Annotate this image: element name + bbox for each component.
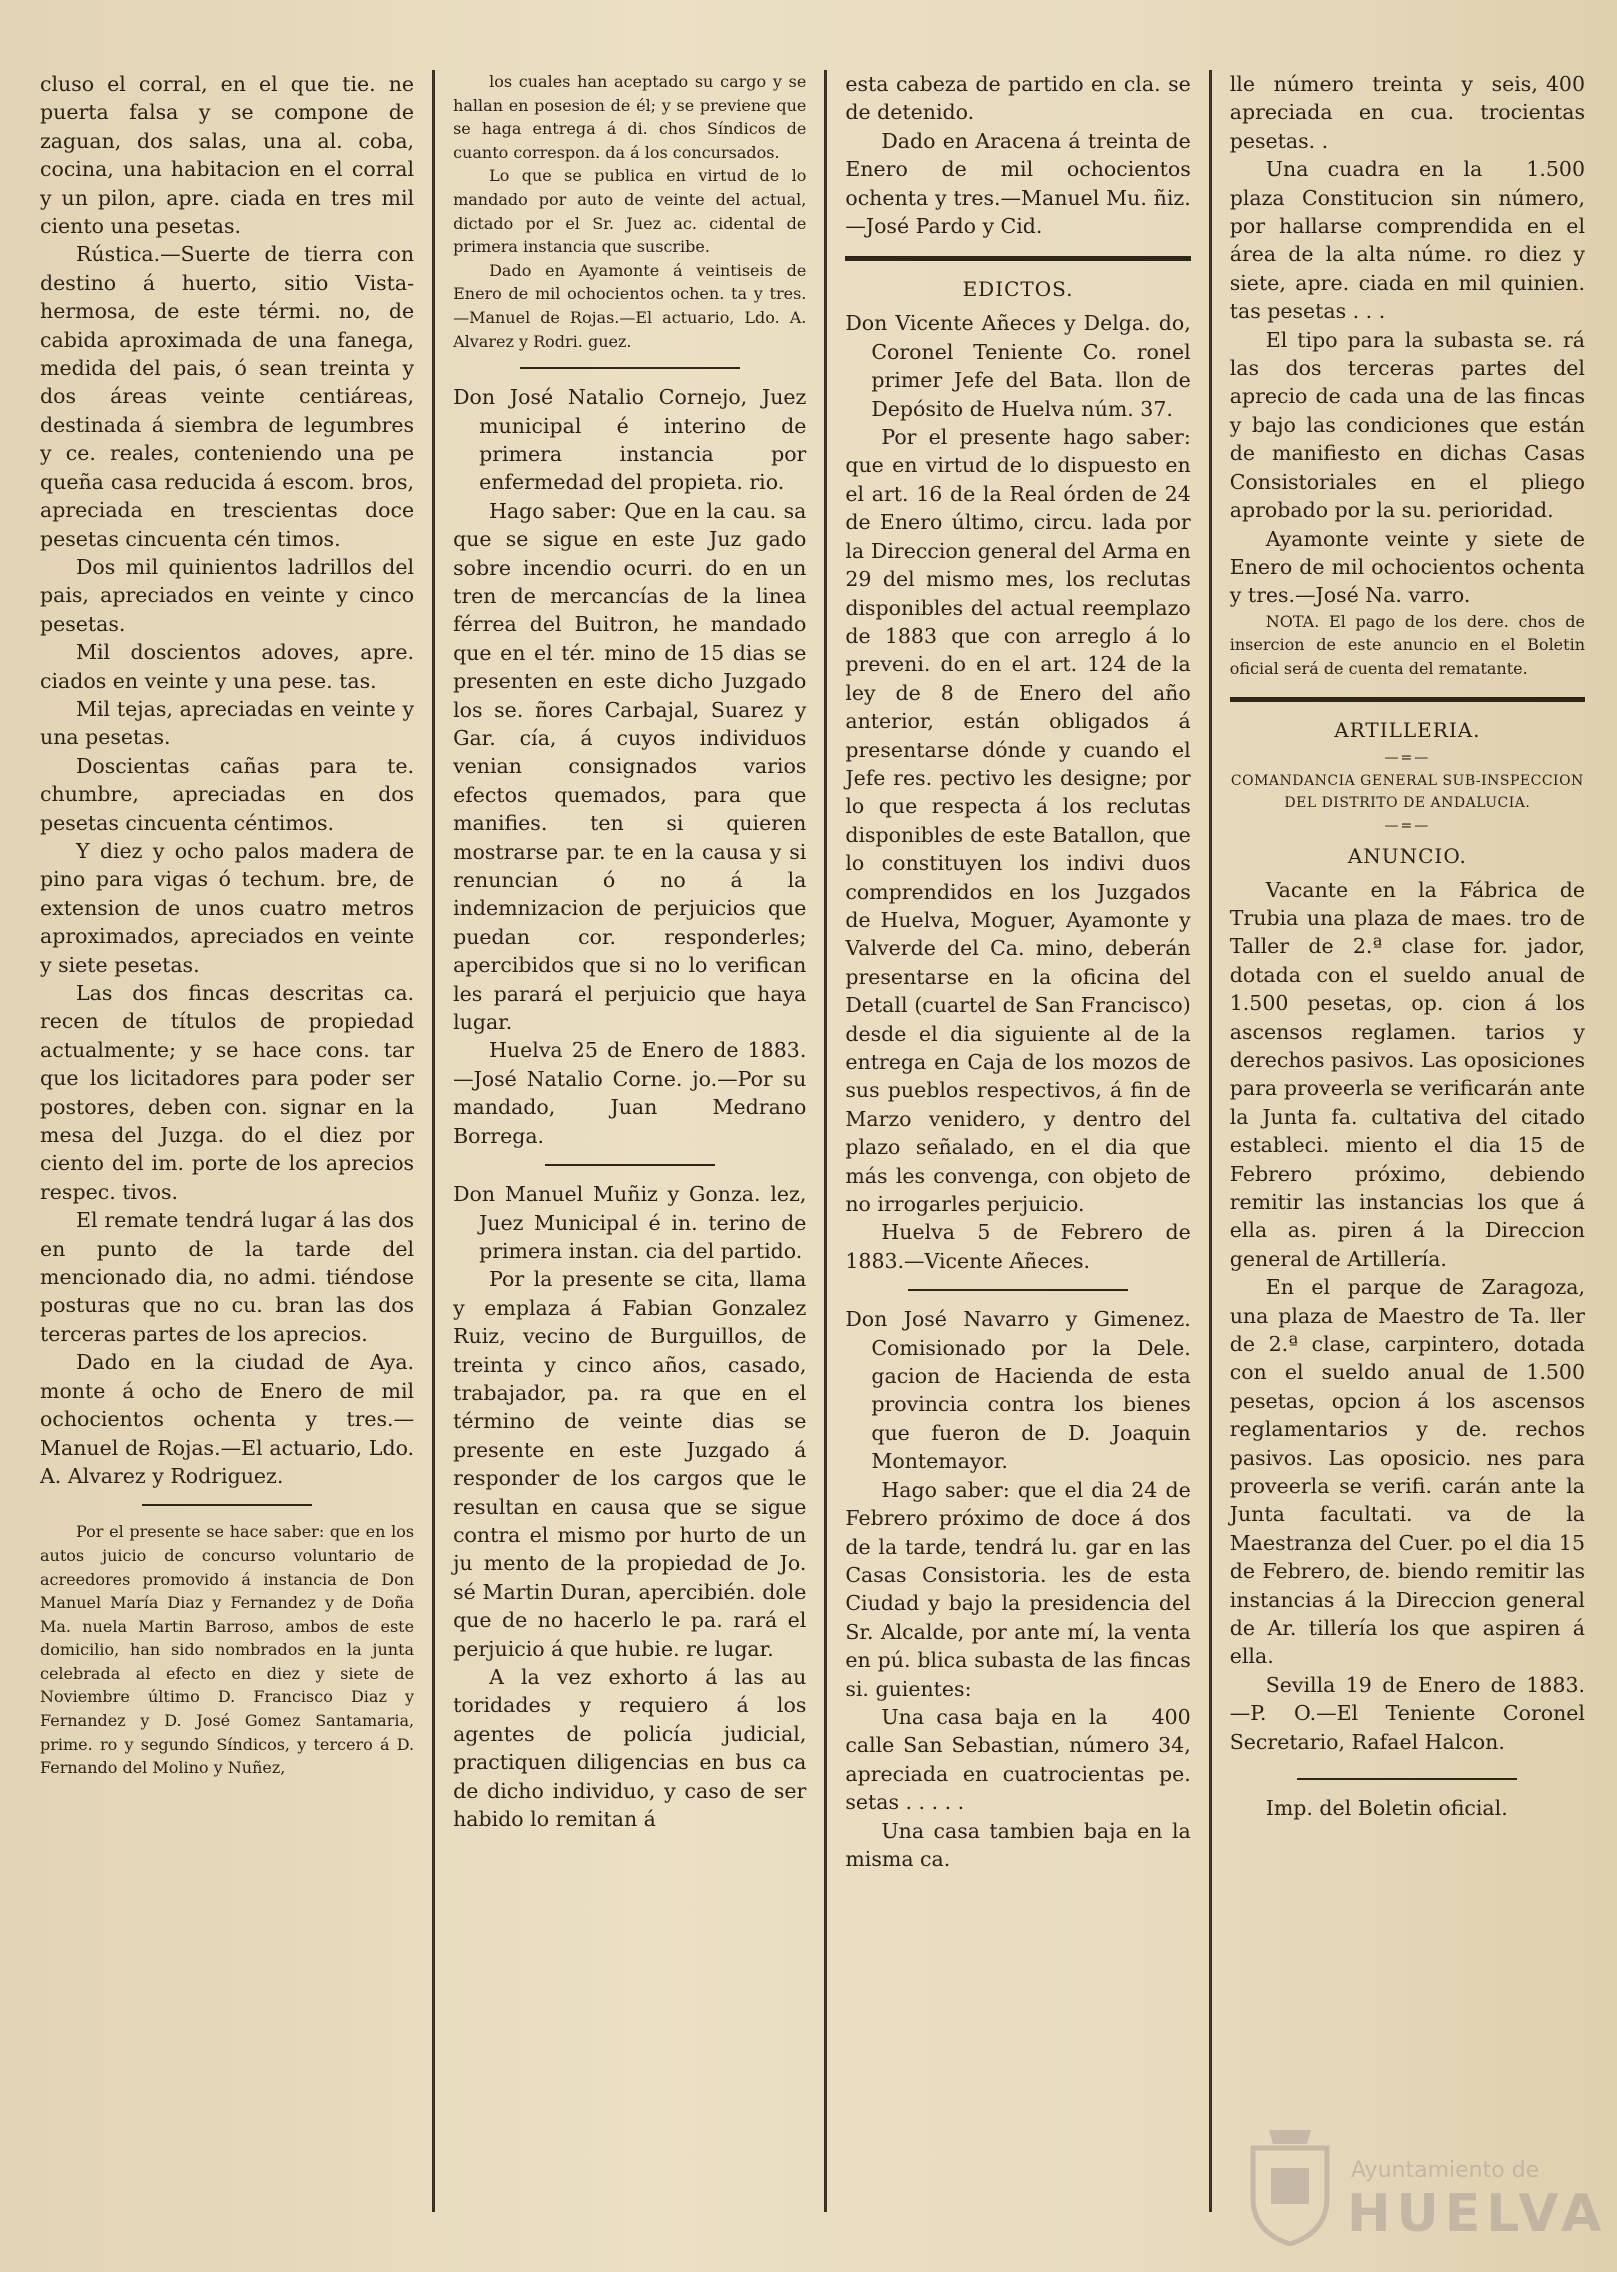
column-1 — [40, 70, 432, 2212]
column-3 — [824, 70, 1208, 2212]
paragraph: Doscientas cañas para te. chumbre, apreciadas en dos pesetas cincuenta céntimos. — [40, 753, 415, 835]
listing-amount: 400 — [1545, 72, 1585, 96]
paragraph: los cuales han aceptado su cargo y se hallan en posesion de él; y se previene que se haga entrega á di. chos Síndicos de cuanto correspon. da á los concursados. — [453, 72, 807, 162]
edict-header: Don Vicente Añeces y Delga. do, Coronel Teniente Co. ronel primer Jefe del Bata. llon de Depósito de Huelva núm. 37. — [845, 311, 1191, 421]
edict-header: Don José Natalio Cornejo, Juez municipal é interino de primera instancia por enfermedad del propieta. rio. — [453, 385, 807, 495]
watermark — [1247, 2122, 1608, 2252]
paragraph: Dado en Aracena á treinta de Enero de mil ochocientos ochenta y tres.—Manuel Mu. ñiz.—José Pardo y Cid. — [845, 128, 1191, 239]
imprint: Imp. del Boletin oficial. — [1265, 1796, 1508, 1821]
divider — [1297, 1778, 1517, 1780]
listing-text: Una cuadra en la plaza Constitucion sin número, por hallarse comprendida en el área de la alta núme. ro diez y siete, apre. ciada en mil quinien. tas pesetas . . . — [1229, 157, 1585, 324]
listing-item — [1230, 70, 1585, 155]
section-subheading: COMANDANCIA GENERAL SUB-INSPECCION DEL DISTRITO DE ANDALUCIA. — [1230, 772, 1584, 811]
paragraph: Rústica.—Suerte de tierra con destino á huerto, sitio Vista-hermosa, de este térmi. no, de cabida aproximada de una fanega, medida del pais, ó sean treinta y dos áreas veinte centiáreas, destinada á siembra de legumbres y ce. reales, conteniendo una pe queña casa reducida á escom. bros, apreciada en trescientas doce pesetas cincuenta cén timos. — [40, 242, 415, 551]
page-columns — [40, 70, 1585, 2212]
section-heading-edictos: EDICTOS. — [962, 277, 1074, 302]
ornament: —=— — [1384, 817, 1431, 834]
note: NOTA. El pago de los dere. chos de insercion de este anuncio en el Boletin oficial será de cuenta del rematante. — [1229, 611, 1585, 678]
section-divider — [845, 256, 1190, 261]
paragraph: Huelva 5 de Febrero de 1883.—Vicente Añeces. — [845, 1220, 1191, 1273]
listing-item — [845, 1703, 1190, 1817]
divider — [908, 1289, 1128, 1291]
edict-header: Don José Navarro y Gimenez. Comisionado por la Dele. gacion de Hacienda de esta provincia contra los bienes que fueron de D. Joaquin Montemayor. — [845, 1307, 1191, 1474]
paragraph: esta cabeza de partido en cla. se de detenido. — [845, 72, 1191, 125]
paragraph: Las dos fincas descritas ca. recen de títulos de propiedad actualmente; y se hace cons. tar que los licitadores para poder ser postores, deben con. signar en la mesa del Juzga. do el diez por ciento del im. porte de los aprecios respec. tivos. — [40, 981, 415, 1204]
listing-text: Una casa baja en la calle San Sebastian, número 34, apreciada en cuatrocientas pe. setas . . . . . — [845, 1704, 1191, 1815]
paragraph: El tipo para la subasta se. rá las dos terceras partes del aprecio de cada una de las fincas y bajo las condiciones que están de manifiesto en dichas Casas Consistoriales en el pliego aprobado por la su. perioridad. — [1229, 327, 1585, 523]
paragraph: Hago saber: que el dia 24 de Febrero próximo de doce á dos de la tarde, tendrá lu. gar en las Casas Consistoria. les de esta Ciudad y bajo la presidencia del Sr. Alcalde, por ante mí, la venta en pú. blica subasta de las fincas si. guientes: — [845, 1477, 1191, 1701]
edict-header: Don Manuel Muñiz y Gonza. lez, Juez Municipal é in. terino de primera instan. cia del partido. — [453, 1182, 807, 1263]
paragraph: En el parque de Zaragoza, una plaza de Maestro de Ta. ller de 2.ª clase, carpintero, dotada con el sueldo anual de 1.500 pesetas, opcion á los ascensos reglamentarios y de. rechos pasivos. Las oposicio. nes para proveerla se verifi. carán ante la Junta facultati. va de la Maestranza del Cuer. po el dia 15 de Febrero, de. biendo remitir las instancias á la Direccion general de Ar. tillería los que aspiren á ella. — [1229, 1275, 1585, 1669]
paragraph: Lo que se publica en virtud de lo mandado por auto de veinte del actual, dictado por el Sr. Juez ac. cidental de primera instancia que suscribe. — [453, 166, 807, 257]
section-heading-anuncio: ANUNCIO. — [1347, 843, 1467, 868]
listing-item: Una casa tambien baja en la misma ca. — [845, 1818, 1191, 1871]
paragraph: Por el presente se hace saber: que en los autos juicio de concurso voluntario de acreedores promovido á instancia de Don Manuel María Diaz y Fernandez y de Doña Ma. nuela Martin Barroso, ambos de este domicilio, han sido nombrados en la junta celebrada al efecto en diez y siete de Noviembre último D. Francisco Diaz y Fernandez y D. José Gomez Santamaria, prime. ro y segundo Síndicos, y tercero á D. Fernando del Molino y Nuñez, — [40, 1522, 415, 1778]
divider — [142, 1504, 312, 1506]
section-heading-artilleria: ARTILLERIA. — [1334, 717, 1481, 742]
listing-amount: 400 — [1151, 1704, 1191, 1729]
column-4 — [1209, 70, 1585, 2212]
paragraph: Vacante en la Fábrica de Trubia una plaza de maes. tro de Taller de 2.ª clase for. jador, dotada con el sueldo anual de 1.500 pesetas, op. cion á los ascensos reglamen. tarios y derechos pasivos. Las oposiciones para proveerla se verificarán ante la Junta fa. cultativa del citado estableci. miento el dia 15 de Febrero próximo, debiendo remitir las instancias los que á ella as. piren á la Direccion general de Artillería. — [1229, 877, 1585, 1271]
paragraph: Hago saber: Que en la cau. sa que se sigue en este Juz gado sobre incendio ocurri. do en un tren de mercancías de la linea férrea del Buitron, he mandado que en el tér. mino de 15 dias se presenten en este dicho Juzgado los se. ñores Carbajal, Suarez y Gar. cía, á cuyos individuos venian consignados varios efectos quemados, para que manifies. ten si quieren mostrarse par. te en la causa y si renuncian ó no á la indemnizacion de perjuicios que puedan cor. responderles; apercibidos que si no lo verifican les parará el perjuicio que haya lugar. — [453, 498, 807, 1035]
divider — [520, 367, 740, 369]
divider — [545, 1164, 715, 1166]
paragraph: Por el presente hago saber: que en virtud de lo dispuesto en el art. 16 de la Real órden de 24 de Enero último, circu. lada por la Direccion general del Arma en 29 del mismo mes, los reclutas disponibles del actual reemplazo de 1883 que con arreglo á lo preveni. do en el art. 124 de la ley de 8 de Enero del año anterior, están obligados á presentarse dónde y cuando el Jefe res. pectivo les designe; por lo que respecta á los reclutas disponibles de este Batallon, que lo constituyen los indivi duos comprendidos en los Juzgados de Huelva, Moguer, Ayamonte y Valverde del Ca. mino, deberán presentarse en la oficina del Detall (cuartel de San Francisco) desde el dia siguiente al de la entrega en Caja de los mozos de sus pueblos respectivos, á fin de Marzo venidero, y dentro del plazo señalado, en el dia que más les convenga, con objeto de no irrogarles perjuicio. — [845, 425, 1191, 1217]
column-2 — [432, 70, 824, 2212]
paragraph: Dos mil quinientos ladrillos del pais, apreciados en veinte y cinco pesetas. — [40, 554, 415, 636]
paragraph: Y diez y ocho palos madera de pino para vigas ó techum. bre, de extension de unos cuatro metros aproximados, apreciados en veinte y siete pesetas. — [40, 838, 415, 977]
paragraph: Mil doscientos adoves, apre. ciados en veinte y una pese. tas. — [40, 640, 415, 693]
paragraph: cluso el corral, en el que tie. ne puerta falsa y se compone de zaguan, dos salas, una al. coba, cocina, una habitacion en el corral y un pilon, apre. ciada en tres mil ciento una pesetas. — [40, 72, 415, 239]
paragraph: El remate tendrá lugar á las dos en punto de la tarde del mencionado dia, no admi. tiéndose posturas que no cu. bran las dos terceras partes de los aprecios. — [40, 1208, 415, 1346]
watermark-subtitle: Ayuntamiento de — [1351, 2158, 1540, 2183]
paragraph: Sevilla 19 de Enero de 1883.—P. O.—El Teniente Coronel Secretario, Rafael Halcon. — [1229, 1672, 1585, 1754]
paragraph: Dado en Ayamonte á veintiseis de Enero de mil ochocientos ochen. ta y tres.—Manuel de Rojas.—El actuario, Ldo. A. Alvarez y Rodri. guez. — [453, 260, 807, 351]
watermark-name: HUELVA — [1347, 2184, 1608, 2244]
listing-amount: 1.500 — [1526, 157, 1585, 182]
section-divider — [1230, 697, 1585, 702]
paragraph: A la vez exhorto á las au toridades y requiero á los agentes de policía judicial, practiquen diligencias en bus ca de dicho individuo, y caso de ser habido lo remitan á — [453, 1665, 807, 1832]
coat-of-arms-icon — [1247, 2128, 1333, 2246]
listing-text: lle número treinta y seis, apreciada en cua. trocientas pesetas. . — [1229, 72, 1585, 153]
listing-item — [1230, 155, 1585, 325]
paragraph: Huelva 25 de Enero de 1883.—José Natalio Corne. jo.—Por su mandado, Juan Medrano Borrega. — [453, 1038, 807, 1148]
ornament: —=— — [1384, 749, 1431, 766]
paragraph: Por la presente se cita, llama y emplaza á Fabian Gonzalez Ruiz, vecino de Burguillos, de treinta y cinco años, casado, trabajador, pa. ra que en el término de veinte dias se presente en este Juzgado á responder de los cargos que le resultan en causa que se sigue contra el mismo por hurto de un ju mento de la propiedad de Jo. sé Martin Duran, apercibién. dole que de no hacerlo le pa. rará el perjuicio á que hubie. re lugar. — [453, 1267, 807, 1661]
paragraph: Dado en la ciudad de Aya. monte á ocho de Enero de mil ochocientos ochenta y tres.—Manuel de Rojas.—El actuario, Ldo. A. Alvarez y Rodriguez. — [40, 1350, 415, 1488]
paragraph: Mil tejas, apreciadas en veinte y una pesetas. — [40, 696, 415, 750]
paragraph: Ayamonte veinte y siete de Enero de mil ochocientos ochenta y tres.—José Na. varro. — [1229, 526, 1585, 608]
